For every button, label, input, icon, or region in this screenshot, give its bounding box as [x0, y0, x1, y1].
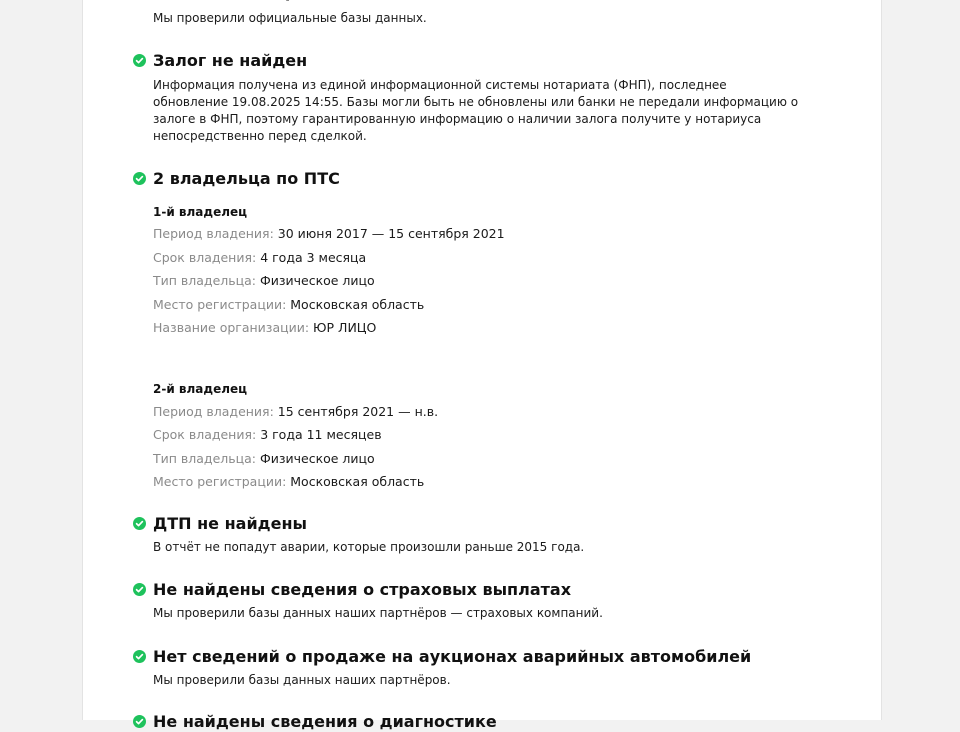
row-label: Срок владения: — [153, 250, 261, 265]
owner-row — [153, 273, 375, 289]
row-value: ЮР ЛИЦО — [313, 320, 377, 335]
check-circle-icon — [133, 172, 146, 185]
owner-row — [153, 226, 505, 242]
row-label: Период владения: — [153, 404, 278, 419]
section-description: Мы проверили базы данных наших партнёров — страховых компаний. — [153, 606, 603, 620]
row-label: Место регистрации: — [153, 474, 291, 489]
section-heading: 2 владельца по ПТС — [153, 169, 340, 188]
owner-title: 1-й владелец — [153, 205, 248, 219]
check-circle-icon — [133, 54, 146, 67]
section-heading: Залог не найден — [153, 51, 308, 70]
check-circle-icon — [133, 517, 146, 530]
section-heading: Нет сведений о продаже на аукционах аварийных автомобилей — [153, 647, 752, 666]
row-label: Название организации: — [153, 320, 314, 335]
check-circle-icon — [133, 715, 146, 728]
owner-row — [153, 427, 382, 443]
row-value: Физическое лицо — [259, 273, 375, 288]
section-heading: Не найдены сведения о диагностике — [153, 712, 497, 731]
row-value: 3 года 11 месяцев — [260, 427, 382, 442]
owner-row — [153, 474, 424, 490]
row-value: Московская область — [290, 474, 425, 489]
section-heading: Не найдены сведения о страховых выплатах — [153, 580, 572, 599]
row-label: Место регистрации: — [153, 297, 291, 312]
owner-title: 2-й владелец — [153, 382, 248, 396]
section-description: В отчёт не попадут аварии, которые произошли раньше 2015 года. — [153, 540, 585, 554]
section-description: Мы проверили базы данных наших партнёров. — [153, 673, 451, 687]
check-circle-icon — [133, 583, 146, 596]
check-circle-icon — [133, 650, 146, 663]
section-heading: ДТП не найдены — [153, 514, 307, 533]
section-description: Мы проверили официальные базы данных. — [153, 11, 427, 25]
row-label: Период владения: — [153, 226, 278, 241]
report-page — [82, 0, 882, 731]
row-label: Срок владения: — [153, 427, 261, 442]
row-value: 30 июня 2017 — 15 сентября 2021 — [277, 226, 505, 241]
row-value: 4 года 3 месяца — [260, 250, 367, 265]
row-value: 15 сентября 2021 — н.в. — [277, 404, 439, 419]
row-value: Физическое лицо — [259, 451, 375, 466]
row-label: Тип владельца: — [153, 273, 260, 288]
owner-row — [153, 320, 376, 336]
section-heading — [153, 0, 362, 2]
row-value: Московская область — [290, 297, 425, 312]
row-label: Тип владельца: — [153, 451, 260, 466]
owner-row — [153, 297, 424, 313]
section-description: Информация получена из единой информационной системы нотариата (ФНП), последнее обновление 19.08.2025 14:55. Базы могли быть не обновлены или банки не передали информацию о залоге в ФНП, поэтому гарантированную информацию о наличии залога получите у нотариуса непосредственно перед сделкой. — [153, 78, 799, 143]
owner-row — [153, 250, 366, 266]
owner-row — [153, 404, 438, 420]
owner-row — [153, 451, 375, 467]
